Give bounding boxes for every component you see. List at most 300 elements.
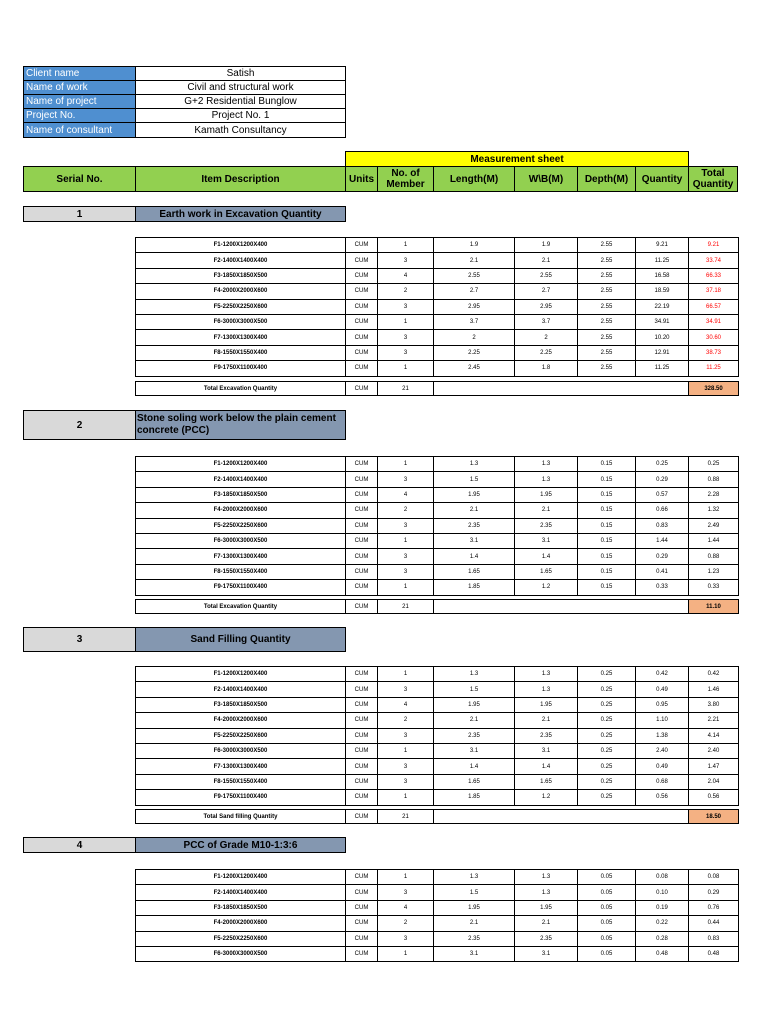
length-cell: 1.95 xyxy=(434,900,515,915)
width-cell: 1.3 xyxy=(515,667,578,682)
members-cell: 1 xyxy=(378,238,434,253)
quantity-cell: 2.40 xyxy=(636,743,689,758)
table-row xyxy=(136,345,739,360)
table-row xyxy=(136,728,739,743)
unit-cell: CUM xyxy=(346,697,378,712)
width-cell: 1.65 xyxy=(515,564,578,579)
width-cell: 1.95 xyxy=(515,900,578,915)
quantity-cell: 11.25 xyxy=(636,361,689,376)
item-description: F4-2000X2000X600 xyxy=(136,713,346,728)
total-spacer xyxy=(434,810,689,824)
members-cell: 3 xyxy=(378,759,434,774)
length-cell: 2.1 xyxy=(434,713,515,728)
info-label-client: Client name xyxy=(23,66,136,81)
width-cell: 2.35 xyxy=(515,728,578,743)
item-description: F6-3000X3000X500 xyxy=(136,314,346,329)
members-cell: 1 xyxy=(378,580,434,595)
section-table xyxy=(135,869,739,962)
section-title: Stone soling work below the plain cement concrete (PCC) xyxy=(135,410,346,440)
width-cell: 1.3 xyxy=(515,870,578,885)
width-cell: 3.1 xyxy=(515,533,578,548)
length-cell: 1.9 xyxy=(434,238,515,253)
depth-cell: 0.25 xyxy=(578,759,636,774)
section-total-row xyxy=(135,599,739,614)
header-total: Total Quantity xyxy=(688,166,738,192)
width-cell: 3.1 xyxy=(515,946,578,961)
item-description: F6-3000X3000X500 xyxy=(136,533,346,548)
total-quantity-cell: 2.21 xyxy=(689,713,739,728)
quantity-cell: 0.83 xyxy=(636,518,689,533)
quantity-cell: 0.10 xyxy=(636,885,689,900)
unit-cell: CUM xyxy=(346,503,378,518)
length-cell: 2.35 xyxy=(434,518,515,533)
table-row xyxy=(136,900,739,915)
depth-cell: 0.15 xyxy=(578,533,636,548)
length-cell: 3.1 xyxy=(434,533,515,548)
quantity-cell: 0.25 xyxy=(636,457,689,472)
unit-cell: CUM xyxy=(346,299,378,314)
width-cell: 2.25 xyxy=(515,345,578,360)
width-cell: 2.7 xyxy=(515,284,578,299)
depth-cell: 2.55 xyxy=(578,253,636,268)
total-quantity-cell: 0.56 xyxy=(689,790,739,805)
section-title: Sand Filling Quantity xyxy=(135,627,346,652)
length-cell: 1.95 xyxy=(434,487,515,502)
table-row xyxy=(136,774,739,789)
depth-cell: 0.25 xyxy=(578,713,636,728)
total-quantity-cell: 3.80 xyxy=(689,697,739,712)
unit-cell: CUM xyxy=(346,931,378,946)
quantity-cell: 0.68 xyxy=(636,774,689,789)
members-cell: 3 xyxy=(378,564,434,579)
unit-cell: CUM xyxy=(346,728,378,743)
depth-cell: 0.05 xyxy=(578,916,636,931)
width-cell: 2.35 xyxy=(515,518,578,533)
unit-cell: CUM xyxy=(346,361,378,376)
total-value: 11.10 xyxy=(689,600,739,614)
item-description: F5-2250X2250X600 xyxy=(136,518,346,533)
members-cell: 3 xyxy=(378,472,434,487)
depth-cell: 2.55 xyxy=(578,361,636,376)
quantity-cell: 34.91 xyxy=(636,314,689,329)
depth-cell: 0.25 xyxy=(578,728,636,743)
unit-cell: CUM xyxy=(346,457,378,472)
depth-cell: 0.15 xyxy=(578,518,636,533)
total-members: 21 xyxy=(378,810,434,824)
members-cell: 1 xyxy=(378,790,434,805)
total-quantity-cell: 1.44 xyxy=(689,533,739,548)
total-quantity-cell: 1.46 xyxy=(689,682,739,697)
quantity-cell: 0.66 xyxy=(636,503,689,518)
unit-cell: CUM xyxy=(346,946,378,961)
length-cell: 2.95 xyxy=(434,299,515,314)
total-quantity-cell: 11.25 xyxy=(689,361,739,376)
length-cell: 2.55 xyxy=(434,268,515,283)
length-cell: 1.4 xyxy=(434,759,515,774)
members-cell: 3 xyxy=(378,345,434,360)
item-description: F2-1400X1400X400 xyxy=(136,885,346,900)
item-description: F4-2000X2000X600 xyxy=(136,503,346,518)
total-quantity-cell: 9.21 xyxy=(689,238,739,253)
length-cell: 2.7 xyxy=(434,284,515,299)
table-row xyxy=(136,885,739,900)
width-cell: 1.3 xyxy=(515,472,578,487)
width-cell: 2.1 xyxy=(515,503,578,518)
length-cell: 2.1 xyxy=(434,916,515,931)
length-cell: 1.85 xyxy=(434,790,515,805)
total-quantity-cell: 0.88 xyxy=(689,549,739,564)
width-cell: 1.3 xyxy=(515,457,578,472)
item-description: F1-1200X1200X400 xyxy=(136,667,346,682)
total-quantity-cell: 4.14 xyxy=(689,728,739,743)
header-members: No. of Member xyxy=(377,166,434,192)
section-total-row xyxy=(135,381,739,396)
item-description: F3-1850X1850X500 xyxy=(136,697,346,712)
members-cell: 3 xyxy=(378,885,434,900)
total-quantity-cell: 66.57 xyxy=(689,299,739,314)
section-title: Earth work in Excavation Quantity xyxy=(135,206,346,222)
length-cell: 1.5 xyxy=(434,472,515,487)
item-description: F3-1850X1850X500 xyxy=(136,268,346,283)
measurement-sheet-title: Measurement sheet xyxy=(345,151,689,167)
members-cell: 2 xyxy=(378,503,434,518)
total-unit: CUM xyxy=(346,600,378,614)
quantity-cell: 22.19 xyxy=(636,299,689,314)
length-cell: 1.85 xyxy=(434,580,515,595)
members-cell: 3 xyxy=(378,330,434,345)
section-serial: 4 xyxy=(23,837,136,853)
quantity-cell: 0.56 xyxy=(636,790,689,805)
depth-cell: 0.05 xyxy=(578,931,636,946)
info-value-work: Civil and structural work xyxy=(135,80,346,95)
length-cell: 3.1 xyxy=(434,946,515,961)
length-cell: 2.1 xyxy=(434,253,515,268)
total-quantity-cell: 2.04 xyxy=(689,774,739,789)
total-quantity-cell: 37.18 xyxy=(689,284,739,299)
length-cell: 1.5 xyxy=(434,885,515,900)
unit-cell: CUM xyxy=(346,564,378,579)
length-cell: 1.95 xyxy=(434,697,515,712)
header-item: Item Description xyxy=(135,166,346,192)
header-serial: Serial No. xyxy=(23,166,136,192)
width-cell: 1.65 xyxy=(515,774,578,789)
total-quantity-cell: 1.47 xyxy=(689,759,739,774)
unit-cell: CUM xyxy=(346,518,378,533)
table-row xyxy=(136,697,739,712)
members-cell: 2 xyxy=(378,284,434,299)
item-description: F8-1550X1550X400 xyxy=(136,345,346,360)
unit-cell: CUM xyxy=(346,870,378,885)
members-cell: 4 xyxy=(378,697,434,712)
length-cell: 1.5 xyxy=(434,682,515,697)
total-quantity-cell: 0.76 xyxy=(689,900,739,915)
members-cell: 1 xyxy=(378,533,434,548)
header-width: W\B(M) xyxy=(514,166,578,192)
length-cell: 3.7 xyxy=(434,314,515,329)
width-cell: 2.55 xyxy=(515,268,578,283)
info-label-project-no: Project No. xyxy=(23,108,136,123)
section-serial: 3 xyxy=(23,627,136,652)
info-value-client: Satish xyxy=(135,66,346,81)
total-quantity-cell: 0.44 xyxy=(689,916,739,931)
table-row xyxy=(136,299,739,314)
unit-cell: CUM xyxy=(346,253,378,268)
length-cell: 1.3 xyxy=(434,457,515,472)
unit-cell: CUM xyxy=(346,533,378,548)
total-quantity-cell: 0.83 xyxy=(689,931,739,946)
length-cell: 2.25 xyxy=(434,345,515,360)
total-unit: CUM xyxy=(346,382,378,396)
members-cell: 3 xyxy=(378,253,434,268)
quantity-cell: 0.22 xyxy=(636,916,689,931)
unit-cell: CUM xyxy=(346,900,378,915)
item-description: F9-1750X1100X400 xyxy=(136,790,346,805)
length-cell: 2 xyxy=(434,330,515,345)
item-description: F9-1750X1100X400 xyxy=(136,580,346,595)
total-spacer xyxy=(434,382,689,396)
depth-cell: 2.55 xyxy=(578,330,636,345)
unit-cell: CUM xyxy=(346,472,378,487)
members-cell: 1 xyxy=(378,870,434,885)
table-row xyxy=(136,238,739,253)
width-cell: 1.95 xyxy=(515,487,578,502)
header-length: Length(M) xyxy=(433,166,515,192)
table-row xyxy=(136,361,739,376)
quantity-cell: 0.29 xyxy=(636,472,689,487)
item-description: F3-1850X1850X500 xyxy=(136,487,346,502)
width-cell: 1.4 xyxy=(515,759,578,774)
quantity-cell: 18.59 xyxy=(636,284,689,299)
total-quantity-cell: 0.33 xyxy=(689,580,739,595)
table-row xyxy=(136,564,739,579)
table-row xyxy=(136,790,739,805)
table-row xyxy=(136,580,739,595)
item-description: F2-1400X1400X400 xyxy=(136,472,346,487)
depth-cell: 0.15 xyxy=(578,580,636,595)
total-quantity-cell: 1.32 xyxy=(689,503,739,518)
quantity-cell: 0.19 xyxy=(636,900,689,915)
total-quantity-cell: 30.60 xyxy=(689,330,739,345)
item-description: F1-1200X1200X400 xyxy=(136,238,346,253)
total-label: Total Excavation Quantity xyxy=(136,600,346,614)
unit-cell: CUM xyxy=(346,682,378,697)
depth-cell: 0.05 xyxy=(578,946,636,961)
quantity-cell: 0.49 xyxy=(636,759,689,774)
item-description: F9-1750X1100X400 xyxy=(136,361,346,376)
quantity-cell: 11.25 xyxy=(636,253,689,268)
table-row xyxy=(136,713,739,728)
depth-cell: 0.15 xyxy=(578,487,636,502)
table-row xyxy=(136,472,739,487)
depth-cell: 0.25 xyxy=(578,682,636,697)
table-row xyxy=(136,549,739,564)
members-cell: 2 xyxy=(378,916,434,931)
depth-cell: 0.15 xyxy=(578,549,636,564)
total-quantity-cell: 2.40 xyxy=(689,743,739,758)
width-cell: 1.2 xyxy=(515,580,578,595)
width-cell: 3.1 xyxy=(515,743,578,758)
unit-cell: CUM xyxy=(346,667,378,682)
info-value-project: G+2 Residential Bunglow xyxy=(135,94,346,109)
item-description: F4-2000X2000X600 xyxy=(136,916,346,931)
depth-cell: 0.05 xyxy=(578,885,636,900)
info-label-work: Name of work xyxy=(23,80,136,95)
members-cell: 4 xyxy=(378,487,434,502)
width-cell: 2 xyxy=(515,330,578,345)
depth-cell: 0.05 xyxy=(578,870,636,885)
depth-cell: 0.25 xyxy=(578,774,636,789)
item-description: F5-2250X2250X600 xyxy=(136,728,346,743)
quantity-cell: 1.10 xyxy=(636,713,689,728)
unit-cell: CUM xyxy=(346,314,378,329)
unit-cell: CUM xyxy=(346,713,378,728)
table-row xyxy=(136,284,739,299)
length-cell: 1.3 xyxy=(434,870,515,885)
width-cell: 1.3 xyxy=(515,682,578,697)
quantity-cell: 0.29 xyxy=(636,549,689,564)
info-label-consultant: Name of consultant xyxy=(23,122,136,138)
quantity-cell: 1.38 xyxy=(636,728,689,743)
unit-cell: CUM xyxy=(346,759,378,774)
total-members: 21 xyxy=(378,600,434,614)
table-row xyxy=(136,759,739,774)
members-cell: 3 xyxy=(378,728,434,743)
quantity-cell: 0.57 xyxy=(636,487,689,502)
section-title: PCC of Grade M10-1:3:6 xyxy=(135,837,346,853)
unit-cell: CUM xyxy=(346,743,378,758)
table-row xyxy=(136,487,739,502)
members-cell: 2 xyxy=(378,713,434,728)
item-description: F7-1300X1300X400 xyxy=(136,759,346,774)
table-row xyxy=(136,743,739,758)
info-value-consultant: Kamath Consultancy xyxy=(135,122,346,138)
total-quantity-cell: 34.91 xyxy=(689,314,739,329)
length-cell: 1.65 xyxy=(434,774,515,789)
members-cell: 3 xyxy=(378,931,434,946)
table-row xyxy=(136,518,739,533)
item-description: F5-2250X2250X600 xyxy=(136,299,346,314)
quantity-cell: 0.41 xyxy=(636,564,689,579)
members-cell: 1 xyxy=(378,743,434,758)
total-quantity-cell: 2.28 xyxy=(689,487,739,502)
depth-cell: 2.55 xyxy=(578,284,636,299)
item-description: F6-3000X3000X500 xyxy=(136,743,346,758)
quantity-cell: 0.95 xyxy=(636,697,689,712)
total-value: 18.50 xyxy=(689,810,739,824)
item-description: F1-1200X1200X400 xyxy=(136,870,346,885)
section-table xyxy=(135,456,739,596)
length-cell: 3.1 xyxy=(434,743,515,758)
quantity-cell: 0.08 xyxy=(636,870,689,885)
table-row xyxy=(136,916,739,931)
item-description: F3-1850X1850X500 xyxy=(136,900,346,915)
unit-cell: CUM xyxy=(346,580,378,595)
table-row xyxy=(136,268,739,283)
item-description: F2-1400X1400X400 xyxy=(136,253,346,268)
members-cell: 3 xyxy=(378,518,434,533)
item-description: F2-1400X1400X400 xyxy=(136,682,346,697)
total-unit: CUM xyxy=(346,810,378,824)
length-cell: 2.45 xyxy=(434,361,515,376)
table-row xyxy=(136,314,739,329)
unit-cell: CUM xyxy=(346,330,378,345)
members-cell: 1 xyxy=(378,457,434,472)
width-cell: 3.7 xyxy=(515,314,578,329)
unit-cell: CUM xyxy=(346,487,378,502)
width-cell: 1.4 xyxy=(515,549,578,564)
total-quantity-cell: 0.08 xyxy=(689,870,739,885)
depth-cell: 2.55 xyxy=(578,268,636,283)
width-cell: 1.3 xyxy=(515,885,578,900)
members-cell: 1 xyxy=(378,667,434,682)
length-cell: 1.65 xyxy=(434,564,515,579)
length-cell: 2.35 xyxy=(434,728,515,743)
total-quantity-cell: 33.74 xyxy=(689,253,739,268)
unit-cell: CUM xyxy=(346,774,378,789)
width-cell: 2.1 xyxy=(515,713,578,728)
length-cell: 2.1 xyxy=(434,503,515,518)
depth-cell: 0.25 xyxy=(578,790,636,805)
depth-cell: 0.15 xyxy=(578,472,636,487)
table-row xyxy=(136,931,739,946)
width-cell: 2.1 xyxy=(515,916,578,931)
depth-cell: 0.25 xyxy=(578,697,636,712)
length-cell: 2.35 xyxy=(434,931,515,946)
unit-cell: CUM xyxy=(346,916,378,931)
total-quantity-cell: 0.88 xyxy=(689,472,739,487)
members-cell: 4 xyxy=(378,900,434,915)
width-cell: 1.95 xyxy=(515,697,578,712)
members-cell: 4 xyxy=(378,268,434,283)
unit-cell: CUM xyxy=(346,885,378,900)
unit-cell: CUM xyxy=(346,238,378,253)
quantity-cell: 10.20 xyxy=(636,330,689,345)
width-cell: 2.1 xyxy=(515,253,578,268)
total-quantity-cell: 2.49 xyxy=(689,518,739,533)
section-table xyxy=(135,237,739,377)
total-quantity-cell: 0.42 xyxy=(689,667,739,682)
members-cell: 3 xyxy=(378,774,434,789)
width-cell: 2.35 xyxy=(515,931,578,946)
total-quantity-cell: 66.33 xyxy=(689,268,739,283)
length-cell: 1.3 xyxy=(434,667,515,682)
members-cell: 1 xyxy=(378,314,434,329)
item-description: F7-1300X1300X400 xyxy=(136,549,346,564)
unit-cell: CUM xyxy=(346,549,378,564)
total-quantity-cell: 0.25 xyxy=(689,457,739,472)
quantity-cell: 0.48 xyxy=(636,946,689,961)
members-cell: 1 xyxy=(378,361,434,376)
table-row xyxy=(136,870,739,885)
header-depth: Depth(M) xyxy=(577,166,636,192)
unit-cell: CUM xyxy=(346,345,378,360)
unit-cell: CUM xyxy=(346,284,378,299)
depth-cell: 0.15 xyxy=(578,457,636,472)
header-quantity: Quantity xyxy=(635,166,689,192)
item-description: F7-1300X1300X400 xyxy=(136,330,346,345)
depth-cell: 0.15 xyxy=(578,503,636,518)
quantity-cell: 9.21 xyxy=(636,238,689,253)
item-description: F1-1200X1200X400 xyxy=(136,457,346,472)
info-value-project-no: Project No. 1 xyxy=(135,108,346,123)
total-value: 328.50 xyxy=(689,382,739,396)
depth-cell: 0.05 xyxy=(578,900,636,915)
length-cell: 1.4 xyxy=(434,549,515,564)
total-quantity-cell: 0.29 xyxy=(689,885,739,900)
depth-cell: 0.15 xyxy=(578,564,636,579)
table-row xyxy=(136,682,739,697)
width-cell: 1.2 xyxy=(515,790,578,805)
